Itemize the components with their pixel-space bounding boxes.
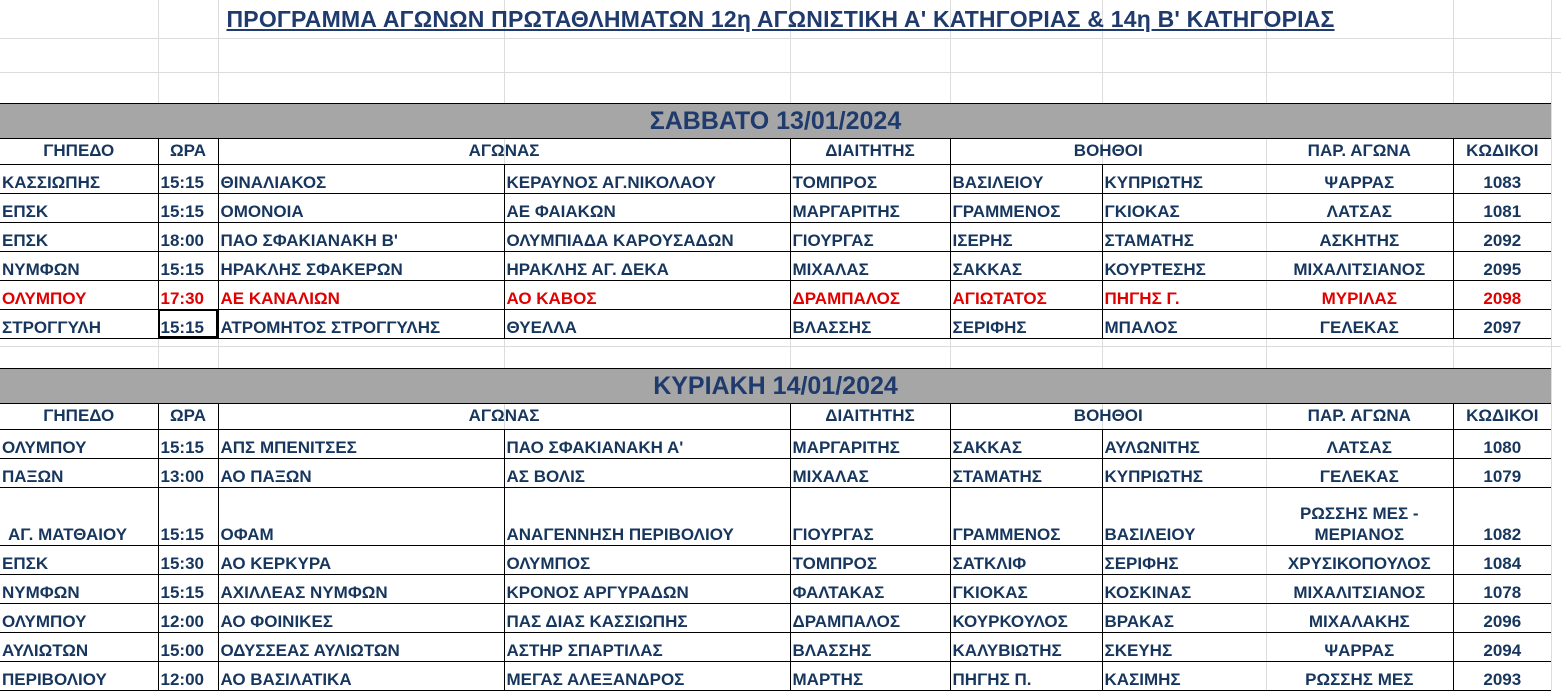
away-team-cell[interactable]: ΟΛΥΜΠΟΣ bbox=[504, 545, 790, 574]
assistant-2-cell[interactable]: ΠΗΓΗΣ Γ. bbox=[1102, 280, 1266, 309]
home-team-cell[interactable]: ΑΟ ΠΑΞΩΝ bbox=[218, 458, 504, 487]
match-header[interactable]: ΑΓΩΝΑΣ bbox=[218, 403, 790, 429]
assistant-1-cell[interactable]: ΙΣΕΡΗΣ bbox=[950, 222, 1102, 251]
header-row bbox=[0, 138, 1551, 164]
match-row bbox=[0, 574, 1551, 603]
match-row bbox=[0, 193, 1551, 222]
time-cell[interactable]: 15:15 bbox=[158, 193, 218, 222]
match-row bbox=[0, 632, 1551, 661]
match-row bbox=[0, 251, 1551, 280]
match-row bbox=[0, 661, 1551, 690]
referee-cell[interactable]: ΒΛΑΣΣΗΣ bbox=[790, 309, 950, 338]
assistant-1-cell[interactable]: ΓΚΙΟΚΑΣ bbox=[950, 574, 1102, 603]
referee-cell[interactable]: ΓΙΟΥΡΓΑΣ bbox=[790, 487, 950, 545]
assistant-1-cell[interactable]: ΒΑΣΙΛΕΙΟΥ bbox=[950, 164, 1102, 193]
observer-header[interactable]: ΠΑΡ. ΑΓΩΝΑ bbox=[1266, 403, 1453, 429]
assistant-2-cell[interactable]: ΚΥΠΡΙΩΤΗΣ bbox=[1102, 164, 1266, 193]
assistant-1-cell[interactable]: ΣΑΤΚΛΙΦ bbox=[950, 545, 1102, 574]
match-row bbox=[0, 164, 1551, 193]
away-team-cell[interactable]: ΠΑΟ ΣΦΑΚΙΑΝΑΚΗ Α' bbox=[504, 429, 790, 458]
venue-cell[interactable]: ΟΛΥΜΠΟΥ bbox=[0, 603, 158, 632]
observer-cell[interactable]: ΓΕΛΕΚΑΣ bbox=[1266, 458, 1453, 487]
away-team-cell[interactable]: ΑΕ ΦΑΙΑΚΩΝ bbox=[504, 193, 790, 222]
assistant-1-cell[interactable]: ΚΟΥΡΚΟΥΛΟΣ bbox=[950, 603, 1102, 632]
away-team-cell[interactable]: ΑΣ ΒΟΛΙΣ bbox=[504, 458, 790, 487]
assistant-1-cell[interactable]: ΣΕΡΙΦΗΣ bbox=[950, 309, 1102, 338]
assistant-2-cell[interactable]: ΣΚΕΥΗΣ bbox=[1102, 632, 1266, 661]
code-cell[interactable]: 2093 bbox=[1453, 661, 1551, 690]
observer-cell[interactable]: ΛΑΤΣΑΣ bbox=[1266, 429, 1453, 458]
venue-cell[interactable]: ΚΑΣΣΙΩΠΗΣ bbox=[0, 164, 158, 193]
assistant-1-cell[interactable]: ΑΓΙΩΤΑΤΟΣ bbox=[950, 280, 1102, 309]
home-team-cell[interactable]: ΟΔΥΣΣΕΑΣ ΑΥΛΙΩΤΩΝ bbox=[218, 632, 504, 661]
assistant-2-cell[interactable]: ΚΟΣΚΙΝΑΣ bbox=[1102, 574, 1266, 603]
home-team-cell[interactable]: ΟΜΟΝΟΙΑ bbox=[218, 193, 504, 222]
time-cell[interactable]: 15:15 bbox=[158, 164, 218, 193]
match-row bbox=[0, 458, 1551, 487]
code-cell[interactable]: 2097 bbox=[1453, 309, 1551, 338]
venue-cell[interactable]: ΝΥΜΦΩΝ bbox=[0, 251, 158, 280]
assistant-2-cell[interactable]: ΜΠΑΛΟΣ bbox=[1102, 309, 1266, 338]
referee-cell[interactable]: ΔΡΑΜΠΑΛΟΣ bbox=[790, 280, 950, 309]
venue-cell[interactable]: ΟΛΥΜΠΟΥ bbox=[0, 429, 158, 458]
code-cell[interactable]: 1080 bbox=[1453, 429, 1551, 458]
match-row bbox=[0, 429, 1551, 458]
code-cell[interactable]: 2092 bbox=[1453, 222, 1551, 251]
assistant-2-cell[interactable]: ΑΥΛΩΝΙΤΗΣ bbox=[1102, 429, 1266, 458]
referee-cell[interactable]: ΤΟΜΠΡΟΣ bbox=[790, 164, 950, 193]
venue-cell[interactable]: ΑΥΛΙΩΤΩΝ bbox=[0, 632, 158, 661]
observer-cell[interactable]: ΜΙΧΑΛΙΤΣΙΑΝΟΣ bbox=[1266, 574, 1453, 603]
away-team-cell[interactable]: ΜΕΓΑΣ ΑΛΕΞΑΝΔΡΟΣ bbox=[504, 661, 790, 690]
observer-cell[interactable]: ΨΑΡΡΑΣ bbox=[1266, 632, 1453, 661]
schedule-table-sunday bbox=[0, 403, 1551, 691]
code-cell[interactable]: 1084 bbox=[1453, 545, 1551, 574]
match-row bbox=[0, 545, 1551, 574]
observer-cell[interactable]: ΧΡΥΣΙΚΟΠΟΥΛΟΣ bbox=[1266, 545, 1453, 574]
home-team-cell[interactable]: ΑΟ ΒΑΣΙΛΑΤΙΚΑ bbox=[218, 661, 504, 690]
time-cell[interactable]: 17:30 bbox=[158, 280, 218, 309]
assistants-header[interactable]: ΒΟΗΘΟΙ bbox=[950, 138, 1266, 164]
home-team-cell[interactable]: ΑΟ ΚΕΡΚΥΡΑ bbox=[218, 545, 504, 574]
match-row bbox=[0, 603, 1551, 632]
home-team-cell[interactable]: ΠΑΟ ΣΦΑΚΙΑΝΑΚΗ Β' bbox=[218, 222, 504, 251]
code-cell[interactable]: 2096 bbox=[1453, 603, 1551, 632]
away-team-cell[interactable]: ΑΟ ΚΑΒΟΣ bbox=[504, 280, 790, 309]
away-team-cell[interactable]: ΑΝΑΓΕΝΝΗΣΗ ΠΕΡΙΒΟΛΙΟΥ bbox=[504, 487, 790, 545]
observer-cell[interactable]: ΡΩΣΣΗΣ ΜΕΣ - ΜΕΡΙΑΝΟΣ bbox=[1266, 487, 1453, 545]
code-cell[interactable]: 1083 bbox=[1453, 164, 1551, 193]
code-cell[interactable]: 1081 bbox=[1453, 193, 1551, 222]
match-row bbox=[0, 222, 1551, 251]
referee-cell[interactable]: ΜΑΡΓΑΡΙΤΗΣ bbox=[790, 193, 950, 222]
assistant-2-cell[interactable]: ΓΚΙΟΚΑΣ bbox=[1102, 193, 1266, 222]
code-cell[interactable]: 1082 bbox=[1453, 487, 1551, 545]
away-team-cell[interactable]: ΗΡΑΚΛΗΣ ΑΓ. ΔΕΚΑ bbox=[504, 251, 790, 280]
assistant-2-cell[interactable]: ΚΟΥΡΤΕΣΗΣ bbox=[1102, 251, 1266, 280]
assistant-1-cell[interactable]: ΣΤΑΜΑΤΗΣ bbox=[950, 458, 1102, 487]
time-cell[interactable]: 13:00 bbox=[158, 458, 218, 487]
time-cell[interactable]: 15:15 bbox=[158, 251, 218, 280]
assistant-2-cell[interactable]: ΣΕΡΙΦΗΣ bbox=[1102, 545, 1266, 574]
home-team-cell[interactable]: ΑΕ ΚΑΝΑΛΙΩΝ bbox=[218, 280, 504, 309]
time-cell[interactable]: 15:30 bbox=[158, 545, 218, 574]
observer-cell[interactable]: ΑΣΚΗΤΗΣ bbox=[1266, 222, 1453, 251]
venue-cell[interactable]: ΑΓ. ΜΑΤΘΑΙΟΥ bbox=[0, 487, 158, 545]
venue-cell[interactable]: ΣΤΡΟΓΓΥΛΗ bbox=[0, 309, 158, 338]
venue-header[interactable]: ΓΗΠΕΔΟ bbox=[0, 403, 158, 429]
venue-cell[interactable]: ΕΠΣΚ bbox=[0, 222, 158, 251]
referee-cell[interactable]: ΒΛΑΣΣΗΣ bbox=[790, 632, 950, 661]
assistant-2-cell[interactable]: ΣΤΑΜΑΤΗΣ bbox=[1102, 222, 1266, 251]
away-team-cell[interactable]: ΚΕΡΑΥΝΟΣ ΑΓ.ΝΙΚΟΛΑΟΥ bbox=[504, 164, 790, 193]
venue-header[interactable]: ΓΗΠΕΔΟ bbox=[0, 138, 158, 164]
time-cell[interactable]: 12:00 bbox=[158, 661, 218, 690]
assistant-1-cell[interactable]: ΓΡΑΜΜΕΝΟΣ bbox=[950, 193, 1102, 222]
referee-cell[interactable]: ΜΙΧΑΛΑΣ bbox=[790, 251, 950, 280]
referee-cell[interactable]: ΤΟΜΠΡΟΣ bbox=[790, 545, 950, 574]
assistant-1-cell[interactable]: ΓΡΑΜΜΕΝΟΣ bbox=[950, 487, 1102, 545]
home-team-cell[interactable]: ΑΠΣ ΜΠΕΝΙΤΣΕΣ bbox=[218, 429, 504, 458]
assistant-1-cell[interactable]: ΣΑΚΚΑΣ bbox=[950, 429, 1102, 458]
venue-cell[interactable]: ΠΕΡΙΒΟΛΙΟΥ bbox=[0, 661, 158, 690]
match-row bbox=[0, 309, 1551, 338]
code-cell[interactable]: 1079 bbox=[1453, 458, 1551, 487]
away-team-cell[interactable]: ΑΣΤΗΡ ΣΠΑΡΤΙΛΑΣ bbox=[504, 632, 790, 661]
referee-cell[interactable]: ΜΑΡΤΗΣ bbox=[790, 661, 950, 690]
match-header[interactable]: ΑΓΩΝΑΣ bbox=[218, 138, 790, 164]
assistant-1-cell[interactable]: ΣΑΚΚΑΣ bbox=[950, 251, 1102, 280]
day-header-sunday: ΚΥΡΙΑΚΗ 14/01/2024 bbox=[0, 368, 1551, 404]
codes-header[interactable]: ΚΩΔΙΚΟΙ bbox=[1453, 403, 1551, 429]
home-team-cell[interactable]: ΑΟ ΦΟΙΝΙΚΕΣ bbox=[218, 603, 504, 632]
time-cell[interactable]: 15:15 bbox=[158, 574, 218, 603]
observer-cell[interactable]: ΜΙΧΑΛΙΤΣΙΑΝΟΣ bbox=[1266, 251, 1453, 280]
away-team-cell[interactable]: ΚΡΟΝΟΣ ΑΡΓΥΡΑΔΩΝ bbox=[504, 574, 790, 603]
time-header[interactable]: ΩΡΑ bbox=[158, 138, 218, 164]
referee-cell[interactable]: ΓΙΟΥΡΓΑΣ bbox=[790, 222, 950, 251]
day-header-saturday: ΣΑΒΒΑΤΟ 13/01/2024 bbox=[0, 103, 1551, 139]
assistant-2-cell[interactable]: ΒΑΣΙΛΕΙΟΥ bbox=[1102, 487, 1266, 545]
code-cell[interactable]: 1078 bbox=[1453, 574, 1551, 603]
observer-cell[interactable]: ΜΥΡΙΛΑΣ bbox=[1266, 280, 1453, 309]
assistant-2-cell[interactable]: ΒΡΑΚΑΣ bbox=[1102, 603, 1266, 632]
home-team-cell[interactable]: ΟΦΑΜ bbox=[218, 487, 504, 545]
home-team-cell[interactable]: ΘΙΝΑΛΙΑΚΟΣ bbox=[218, 164, 504, 193]
match-row bbox=[0, 487, 1551, 545]
assistant-2-cell[interactable]: ΚΑΣΙΜΗΣ bbox=[1102, 661, 1266, 690]
away-team-cell[interactable]: ΟΛΥΜΠΙΑΔΑ ΚΑΡΟΥΣΑΔΩΝ bbox=[504, 222, 790, 251]
venue-cell[interactable]: ΟΛΥΜΠΟΥ bbox=[0, 280, 158, 309]
match-row bbox=[0, 280, 1551, 309]
schedule-table-saturday bbox=[0, 138, 1551, 339]
venue-cell[interactable]: ΠΑΞΩΝ bbox=[0, 458, 158, 487]
assistants-header[interactable]: ΒΟΗΘΟΙ bbox=[950, 403, 1266, 429]
code-cell[interactable]: 2094 bbox=[1453, 632, 1551, 661]
code-cell[interactable]: 2095 bbox=[1453, 251, 1551, 280]
code-cell[interactable]: 2098 bbox=[1453, 280, 1551, 309]
assistant-1-cell[interactable]: ΠΗΓΗΣ Π. bbox=[950, 661, 1102, 690]
assistant-2-cell[interactable]: ΚΥΠΡΙΩΤΗΣ bbox=[1102, 458, 1266, 487]
time-cell[interactable]: 12:00 bbox=[158, 603, 218, 632]
observer-cell[interactable]: ΡΩΣΣΗΣ ΜΕΣ bbox=[1266, 661, 1453, 690]
referee-header[interactable]: ΔΙΑΙΤΗΤΗΣ bbox=[790, 403, 950, 429]
away-team-cell[interactable]: ΘΥΕΛΛΑ bbox=[504, 309, 790, 338]
codes-header[interactable]: ΚΩΔΙΚΟΙ bbox=[1453, 138, 1551, 164]
time-cell[interactable]: 15:00 bbox=[158, 632, 218, 661]
time-cell[interactable]: 15:15 bbox=[158, 429, 218, 458]
time-cell[interactable]: 15:15 bbox=[158, 487, 218, 545]
time-cell[interactable]: 18:00 bbox=[158, 222, 218, 251]
sheet-title: ΠΡΟΓΡΑΜΜΑ ΑΓΩΝΩΝ ΠΡΩΤΑΘΛΗΜΑΤΩΝ 12η ΑΓΩΝΙΣΤΙΚΗ Α' ΚΑΤΗΓΟΡΙΑΣ & 14η Β' ΚΑΤΗΓΟΡΙΑΣ bbox=[226, 6, 1335, 32]
observer-cell[interactable]: ΜΙΧΑΛΑΚΗΣ bbox=[1266, 603, 1453, 632]
assistant-1-cell[interactable]: ΚΑΛΥΒΙΩΤΗΣ bbox=[950, 632, 1102, 661]
venue-cell[interactable]: ΕΠΣΚ bbox=[0, 193, 158, 222]
referee-cell[interactable]: ΜΑΡΓΑΡΙΤΗΣ bbox=[790, 429, 950, 458]
time-header[interactable]: ΩΡΑ bbox=[158, 403, 218, 429]
away-team-cell[interactable]: ΠΑΣ ΔΙΑΣ ΚΑΣΣΙΩΠΗΣ bbox=[504, 603, 790, 632]
header-row bbox=[0, 403, 1551, 429]
referee-cell[interactable]: ΜΙΧΑΛΑΣ bbox=[790, 458, 950, 487]
referee-cell[interactable]: ΦΑΛΤΑΚΑΣ bbox=[790, 574, 950, 603]
home-team-cell[interactable]: ΑΤΡΟΜΗΤΟΣ ΣΤΡΟΓΓΥΛΗΣ bbox=[218, 309, 504, 338]
time-cell[interactable]: 15:15 bbox=[158, 309, 218, 338]
home-team-cell[interactable]: ΑΧΙΛΛΕΑΣ ΝΥΜΦΩΝ bbox=[218, 574, 504, 603]
venue-cell[interactable]: ΝΥΜΦΩΝ bbox=[0, 574, 158, 603]
observer-cell[interactable]: ΛΑΤΣΑΣ bbox=[1266, 193, 1453, 222]
referee-header[interactable]: ΔΙΑΙΤΗΤΗΣ bbox=[790, 138, 950, 164]
observer-cell[interactable]: ΓΕΛΕΚΑΣ bbox=[1266, 309, 1453, 338]
observer-header[interactable]: ΠΑΡ. ΑΓΩΝΑ bbox=[1266, 138, 1453, 164]
home-team-cell[interactable]: ΗΡΑΚΛΗΣ ΣΦΑΚΕΡΩΝ bbox=[218, 251, 504, 280]
referee-cell[interactable]: ΔΡΑΜΠΑΛΟΣ bbox=[790, 603, 950, 632]
venue-cell[interactable]: ΕΠΣΚ bbox=[0, 545, 158, 574]
observer-cell[interactable]: ΨΑΡΡΑΣ bbox=[1266, 164, 1453, 193]
